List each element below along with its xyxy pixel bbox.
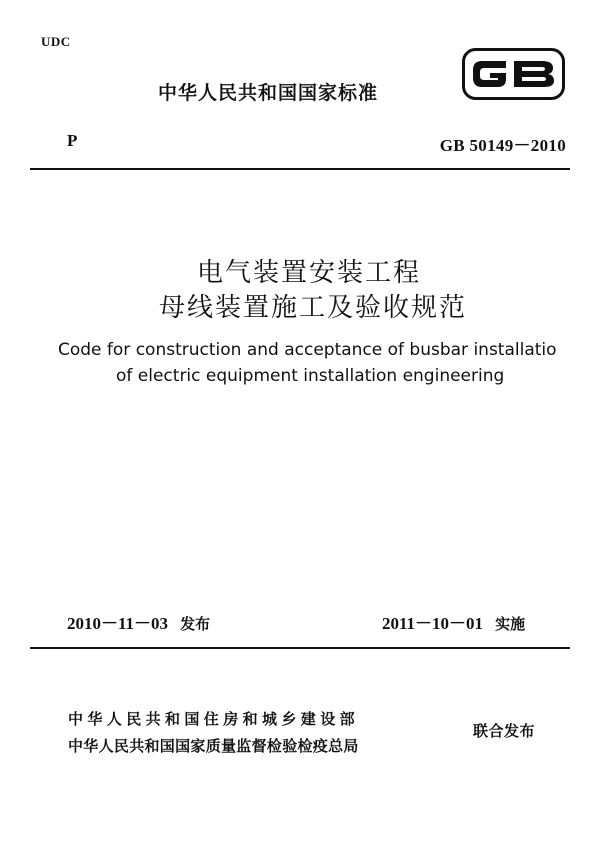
category-code: P xyxy=(67,131,78,150)
udc-label: UDC xyxy=(41,34,71,49)
title-en-line1: Code for construction and acceptance of busbar installatio xyxy=(58,340,557,360)
national-standard-title: 中华人民共和国国家标准 xyxy=(158,82,379,104)
effective-date: 2011－10－01 xyxy=(382,614,484,633)
top-divider xyxy=(30,168,570,170)
issue-date: 2010－11－03 xyxy=(67,614,169,633)
title-en-line2: of electric equipment installation engineering xyxy=(116,366,505,386)
title-cn-line2: 母线装置施工及验收规范 xyxy=(158,293,467,323)
bottom-divider xyxy=(30,647,570,649)
effective-date-block xyxy=(382,609,525,634)
issuer-line1: 中华人民共和国住房和城乡建设部 xyxy=(68,710,360,728)
gb-logo xyxy=(462,48,565,100)
standard-number: GB 50149－2010 xyxy=(439,136,566,155)
issue-label: 发布 xyxy=(180,615,211,633)
effective-label: 实施 xyxy=(495,615,526,633)
issuer-line2: 中华人民共和国国家质量监督检验检疫总局 xyxy=(68,737,359,755)
title-cn-line1: 电气装置安装工程 xyxy=(196,258,421,288)
joint-issue-label: 联合发布 xyxy=(473,722,536,740)
issue-date-block xyxy=(67,609,210,634)
